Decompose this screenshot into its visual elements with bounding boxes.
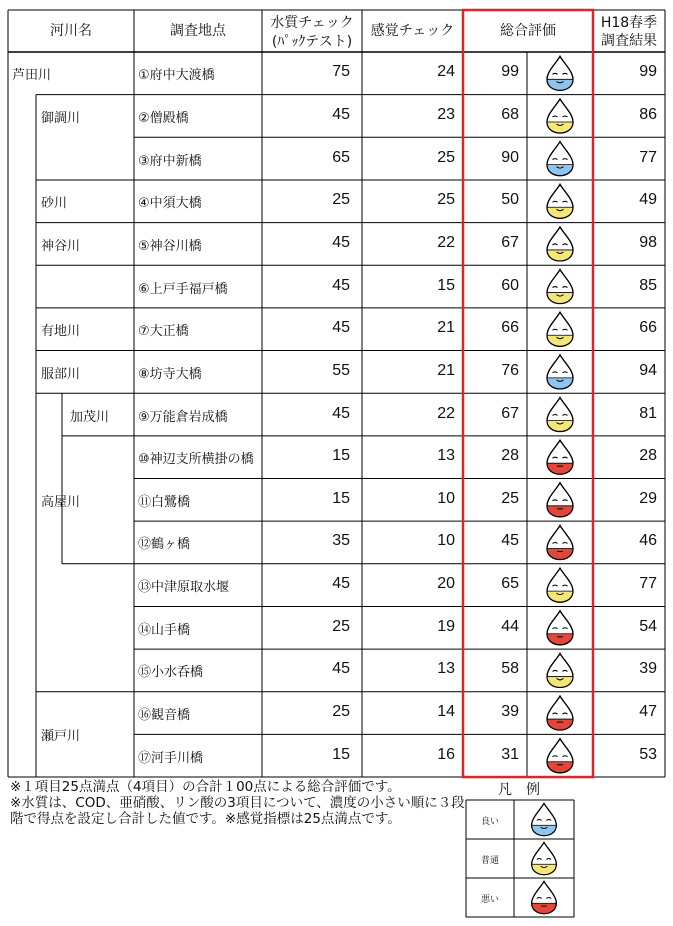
site-name: ⑨万能倉岩成橋 bbox=[138, 409, 228, 425]
droplet-icon bbox=[547, 142, 573, 176]
droplet-icon bbox=[547, 568, 573, 602]
droplet-icon bbox=[547, 270, 573, 304]
sense-score: 25 bbox=[437, 148, 455, 166]
h18-score: 47 bbox=[639, 703, 657, 721]
h18-score: 54 bbox=[639, 617, 657, 635]
note-2: ※水質は、COD、亜硝酸、リン酸の3項目について、濃度の小さい順に３段階で得点を設定し合計した値です。※感覚指標は25点満点です。 bbox=[10, 795, 465, 827]
notes bbox=[10, 779, 470, 827]
site-name: ⑪白鷺橋 bbox=[138, 494, 191, 510]
droplet-icon bbox=[547, 440, 573, 474]
water-score: 45 bbox=[332, 105, 350, 123]
droplet-icon bbox=[547, 227, 573, 261]
river-name: 有地川 bbox=[41, 324, 81, 340]
total-score: 99 bbox=[501, 63, 519, 81]
legend-label: 悪い bbox=[480, 894, 499, 905]
site-name: ⑬中津原取水堰 bbox=[138, 580, 230, 596]
h18-score: 85 bbox=[639, 276, 657, 294]
sense-score: 13 bbox=[437, 660, 455, 678]
water-score: 45 bbox=[332, 404, 350, 422]
h18-score: 94 bbox=[639, 361, 657, 379]
total-score: 65 bbox=[501, 575, 519, 593]
water-score: 55 bbox=[332, 361, 350, 379]
site-name: ①府中大渡橋 bbox=[138, 68, 215, 84]
h18-score: 66 bbox=[639, 319, 657, 337]
sense-score: 24 bbox=[437, 63, 455, 81]
site-name: ⑧坊寺大橋 bbox=[138, 366, 202, 382]
sense-score: 13 bbox=[437, 447, 455, 465]
droplet-icon bbox=[547, 483, 573, 517]
site-name: ⑦大正橋 bbox=[138, 324, 189, 340]
sense-score: 16 bbox=[437, 745, 455, 763]
site-name: ④中須大橋 bbox=[138, 196, 202, 212]
total-score: 67 bbox=[501, 404, 519, 422]
legend-droplet-icon bbox=[532, 842, 557, 874]
water-score: 45 bbox=[332, 233, 350, 251]
droplet-icon bbox=[547, 611, 573, 645]
legend-label: 良い bbox=[480, 816, 499, 827]
header-h18: H18春季 bbox=[600, 15, 658, 31]
river-name: 神谷川 bbox=[41, 238, 81, 254]
sense-score: 20 bbox=[437, 575, 455, 593]
water-score: 15 bbox=[332, 489, 350, 507]
droplet-icon bbox=[547, 312, 573, 346]
legend-droplet-icon bbox=[532, 803, 557, 835]
legend-droplet-icon bbox=[532, 881, 557, 913]
river-name: 御調川 bbox=[41, 110, 81, 126]
river-name: 服部川 bbox=[41, 366, 81, 382]
sense-score: 10 bbox=[437, 532, 455, 550]
water-score: 45 bbox=[332, 660, 350, 678]
h18-score: 77 bbox=[639, 148, 657, 166]
water-score: 75 bbox=[332, 63, 350, 81]
water-score: 65 bbox=[332, 148, 350, 166]
droplet-icon bbox=[547, 184, 573, 218]
sense-score: 10 bbox=[437, 489, 455, 507]
site-name: ⑫鶴ヶ橋 bbox=[138, 537, 191, 553]
site-name: ⑤神谷川橋 bbox=[138, 238, 202, 254]
total-score: 66 bbox=[501, 319, 519, 337]
total-score: 76 bbox=[501, 361, 519, 379]
water-score: 25 bbox=[332, 703, 350, 721]
water-score: 25 bbox=[332, 191, 350, 209]
h18-score: 49 bbox=[639, 191, 657, 209]
water-score: 15 bbox=[332, 447, 350, 465]
sense-score: 22 bbox=[437, 233, 455, 251]
water-score: 45 bbox=[332, 575, 350, 593]
header-sense: 感覚チェック bbox=[370, 23, 455, 39]
total-score: 45 bbox=[501, 532, 519, 550]
site-name: ⑮小水呑橋 bbox=[138, 665, 204, 681]
header-overall: 総合評価 bbox=[500, 23, 556, 39]
header-h18-sub: 調査結果 bbox=[601, 33, 657, 49]
total-score: 58 bbox=[501, 660, 519, 678]
h18-score: 99 bbox=[639, 63, 657, 81]
total-score: 25 bbox=[501, 489, 519, 507]
sense-score: 14 bbox=[437, 703, 455, 721]
droplet-icon bbox=[547, 398, 573, 432]
h18-score: 81 bbox=[639, 404, 657, 422]
h18-score: 86 bbox=[639, 105, 657, 123]
total-score: 31 bbox=[501, 745, 519, 763]
h18-score: 29 bbox=[639, 489, 657, 507]
site-name: ⑥上戸手福戸橋 bbox=[138, 281, 228, 297]
droplet-icon bbox=[547, 99, 573, 133]
site-name: ⑭山手橋 bbox=[138, 622, 191, 638]
header-water: 水質チェック bbox=[270, 15, 354, 31]
sense-score: 21 bbox=[437, 319, 455, 337]
total-score: 67 bbox=[501, 233, 519, 251]
river-name: 加茂川 bbox=[70, 409, 110, 425]
h18-score: 28 bbox=[639, 447, 657, 465]
total-score: 28 bbox=[501, 447, 519, 465]
header-site: 調査地点 bbox=[170, 23, 226, 39]
droplet-icon bbox=[547, 739, 573, 773]
total-score: 39 bbox=[501, 703, 519, 721]
water-score: 15 bbox=[332, 745, 350, 763]
droplet-icon bbox=[547, 525, 573, 559]
h18-score: 53 bbox=[639, 745, 657, 763]
droplet-icon bbox=[547, 355, 573, 389]
sense-score: 21 bbox=[437, 361, 455, 379]
sense-score: 15 bbox=[437, 276, 455, 294]
h18-score: 98 bbox=[639, 233, 657, 251]
sense-score: 23 bbox=[437, 105, 455, 123]
site-name: ③府中新橋 bbox=[138, 153, 202, 169]
total-score: 44 bbox=[501, 617, 519, 635]
water-score: 45 bbox=[332, 319, 350, 337]
site-name: ⑰河手川橋 bbox=[138, 750, 204, 766]
droplet-icon bbox=[547, 653, 573, 687]
site-name: ⑩神辺支所横掛の橋 bbox=[138, 452, 254, 468]
h18-score: 46 bbox=[639, 532, 657, 550]
river-name: 高屋川 bbox=[41, 494, 81, 510]
sense-score: 25 bbox=[437, 191, 455, 209]
h18-score: 77 bbox=[639, 575, 657, 593]
droplet-icon bbox=[547, 56, 573, 90]
total-score: 50 bbox=[501, 191, 519, 209]
legend-title: 凡 例 bbox=[498, 782, 540, 798]
sense-score: 22 bbox=[437, 404, 455, 422]
droplet-icon bbox=[547, 696, 573, 730]
river-name: 瀬戸川 bbox=[41, 729, 81, 745]
river-name: 芦田川 bbox=[12, 68, 52, 84]
total-score: 60 bbox=[501, 276, 519, 294]
header-water-sub: (ﾊﾟｯｸテスト) bbox=[271, 34, 353, 50]
water-score: 35 bbox=[332, 532, 350, 550]
water-score: 45 bbox=[332, 276, 350, 294]
note-1: ※１項目25点満点（4項目）の合計１00点による総合評価です。 bbox=[10, 779, 401, 795]
h18-score: 39 bbox=[639, 660, 657, 678]
header-river: 河川名 bbox=[50, 23, 92, 39]
river-name: 砂川 bbox=[41, 196, 68, 212]
total-score: 68 bbox=[501, 105, 519, 123]
site-name: ⑯観音橋 bbox=[138, 708, 191, 724]
water-score: 25 bbox=[332, 617, 350, 635]
legend-label: 普通 bbox=[480, 855, 499, 866]
total-score: 90 bbox=[501, 148, 519, 166]
site-name: ②僧殿橋 bbox=[138, 110, 189, 126]
sense-score: 19 bbox=[437, 617, 455, 635]
